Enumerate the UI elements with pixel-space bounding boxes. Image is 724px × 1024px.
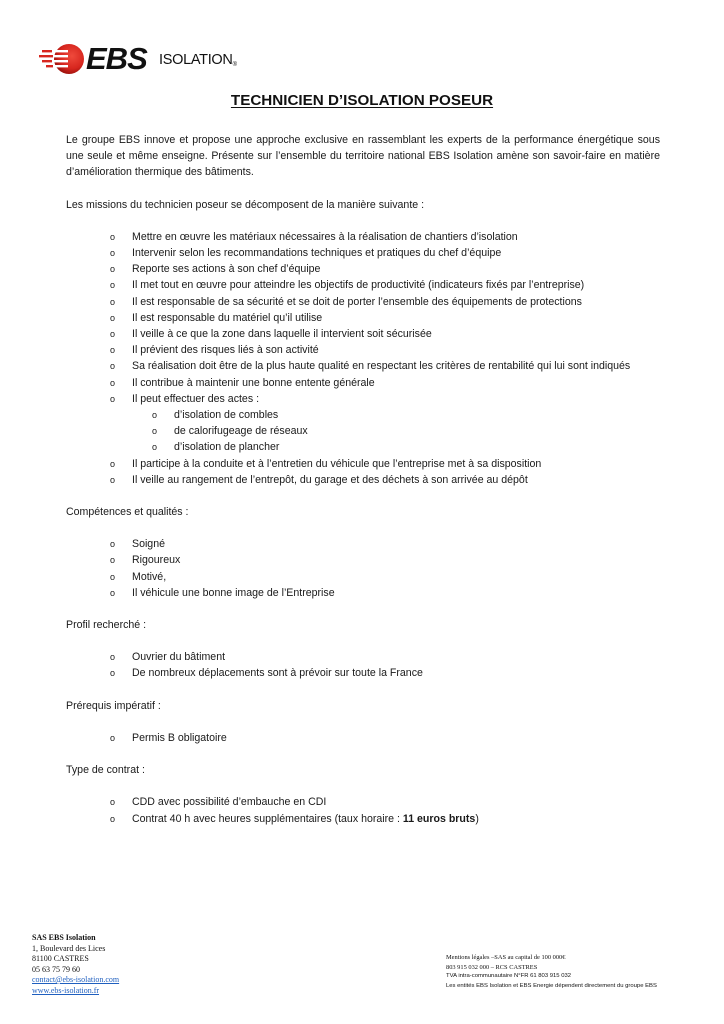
list-item — [66, 310, 660, 326]
list-item — [66, 552, 660, 568]
list-item-text: Il participe à la conduite et à l’entretien du véhicule que l’entreprise met à sa disposition — [132, 457, 542, 470]
bullet-icon: o — [110, 231, 116, 242]
list-item — [66, 536, 660, 552]
bullet-icon: o — [110, 264, 116, 275]
bullet-icon: o — [110, 813, 116, 824]
list-item — [66, 665, 660, 681]
list-item — [66, 229, 660, 245]
bullet-icon: o — [110, 652, 116, 663]
bullet-icon: o — [110, 458, 116, 469]
list-item-text: Il met tout en œuvre pour atteindre les objectifs de productivité (indicateurs fixés par l’entreprise) — [132, 279, 585, 292]
competences-list — [66, 536, 660, 601]
bullet-icon: o — [110, 361, 116, 372]
list-item — [66, 294, 660, 310]
list-item — [66, 794, 660, 810]
list-item-text: Il veille au rangement de l’entrepôt, du garage et des déchets à son arrivée au dépôt — [132, 473, 528, 486]
intro-paragraph: Le groupe EBS innove et propose une approche exclusive en rassemblant les experts de la performance énergétique sous une seule et même enseigne. Présente sur l’ensemble du territoire national EBS Isolation amène son savoir-faire en matière d’amélioration thermique des bâtiments. — [66, 134, 660, 179]
list-item-text: Mettre en œuvre les matériaux nécessaires à la réalisation de chantiers d’isolation — [132, 230, 518, 243]
sub-list-item — [66, 439, 660, 455]
list-item — [66, 472, 660, 488]
bullet-icon: o — [110, 668, 116, 679]
list-item — [66, 649, 660, 665]
bullet-icon: o — [152, 426, 158, 437]
list-item — [66, 391, 660, 407]
list-item — [66, 375, 660, 391]
bullet-icon: o — [110, 248, 116, 259]
footer-phone: 05 63 75 79 60 — [32, 964, 80, 974]
bullet-icon: o — [110, 345, 116, 356]
list-item-text: Il est responsable de sa sécurité et se doit de porter l’ensemble des équipements de protections — [132, 295, 582, 308]
list-item — [66, 585, 660, 601]
prerequis-heading: Prérequis impératif : — [66, 699, 161, 712]
bullet-icon: o — [110, 329, 116, 340]
list-item-text: Contrat 40 h avec heures supplémentaires (taux horaire : — [132, 812, 403, 825]
profil-list — [66, 649, 660, 681]
bullet-icon: o — [110, 587, 116, 598]
list-item-text: d’isolation de combles — [174, 409, 279, 422]
list-item-text: de calorifugeage de réseaux — [174, 425, 308, 438]
list-item-text: Rigoureux — [132, 554, 181, 567]
bullet-icon: o — [110, 377, 116, 388]
bullet-icon: o — [110, 280, 116, 291]
logo-suffix-text: ISOLATION — [159, 52, 233, 68]
footer-legal — [446, 953, 716, 991]
list-item-text: Il prévient des risques liés à son activité — [132, 344, 319, 357]
bullet-icon: o — [110, 296, 116, 307]
footer-legal-3: TVA intra-communautaire N°FR 61 803 915 032 — [446, 973, 572, 980]
list-item — [66, 456, 660, 472]
sub-list-item — [66, 407, 660, 423]
footer-company: SAS EBS Isolation — [32, 933, 96, 942]
list-item-text: Soigné — [132, 538, 165, 551]
list-item-text: Il véhicule une bonne image de l’Entreprise — [132, 586, 335, 599]
list-item-text: Il peut effectuer des actes : — [132, 392, 260, 405]
list-item-text: De nombreux déplacements sont à prévoir sur toute la France — [132, 667, 423, 680]
list-item — [66, 342, 660, 358]
page-title: TECHNICIEN D’ISOLATION POSEUR — [230, 92, 494, 109]
list-item — [66, 730, 660, 746]
missions-list-continued — [66, 456, 660, 488]
bullet-icon: o — [110, 732, 116, 743]
list-item-text: Il veille à ce que la zone dans laquelle il intervient soit sécurisée — [132, 328, 432, 341]
list-item-text: Il contribue à maintenir une bonne entente générale — [132, 376, 375, 389]
logo-suffix — [159, 52, 237, 68]
bullet-icon: o — [110, 555, 116, 566]
document-body — [66, 132, 660, 827]
bullet-icon: o — [110, 797, 116, 808]
list-item-text: Sa réalisation doit être de la plus haute qualité en respectant les critères de rentabilité qui lui sont indiqués — [132, 360, 631, 373]
missions-heading: Les missions du technicien poseur se décomposent de la manière suivante : — [66, 198, 425, 211]
competences-heading: Compétences et qualités : — [66, 506, 189, 519]
list-item-text: Ouvrier du bâtiment — [132, 651, 226, 664]
registered-mark: ® — [232, 62, 237, 68]
list-item — [66, 326, 660, 342]
list-item-text: Motivé, — [132, 570, 167, 583]
list-item — [66, 569, 660, 585]
bullet-icon: o — [110, 539, 116, 550]
bullet-icon: o — [152, 410, 158, 421]
footer-address-1: 1, Boulevard des Lices — [32, 943, 106, 953]
footer-contact — [32, 933, 232, 996]
list-item-text: Il est responsable du matériel qu’il utilise — [132, 311, 323, 324]
footer-legal-2: 803 915 032 000 – RCS CASTRES — [446, 963, 538, 971]
hourly-rate: 11 euros bruts — [402, 812, 476, 825]
list-item — [66, 811, 660, 827]
bullet-icon: o — [110, 312, 116, 323]
footer-website-link[interactable]: www.ebs-isolation.fr — [32, 985, 100, 995]
list-item — [66, 245, 660, 261]
logo-ball-icon — [36, 42, 88, 76]
list-item-text: Reporte ses actions à son chef d’équipe — [132, 263, 321, 276]
profil-heading: Profil recherché : — [66, 619, 147, 632]
list-item — [66, 261, 660, 277]
sub-list-item — [66, 423, 660, 439]
missions-list — [66, 229, 660, 407]
footer-legal-4: Les entités EBS Isolation et EBS Energie dépendent directement du groupe EBS — [446, 982, 657, 989]
list-item-text: CDD avec possibilité d’embauche en CDI — [132, 796, 327, 809]
ebs-isolation-logo — [36, 42, 276, 76]
logo-brand: EBS — [86, 41, 147, 76]
footer-email-link[interactable]: contact@ebs-isolation.com — [32, 975, 120, 984]
list-item-text: d’isolation de plancher — [174, 441, 280, 454]
list-item-text-end: ) — [475, 812, 479, 825]
contrat-heading: Type de contrat : — [66, 764, 145, 777]
list-item-text: Permis B obligatoire — [132, 731, 227, 744]
footer-legal-1: Mentions légales –SAS au capital de 100 000€ — [446, 954, 566, 961]
list-item — [66, 358, 660, 374]
actes-sublist — [66, 407, 660, 456]
bullet-icon: o — [110, 571, 116, 582]
list-item — [66, 277, 660, 293]
bullet-icon: o — [110, 393, 116, 404]
footer-address-2: 81100 CASTRES — [32, 954, 89, 963]
bullet-icon: o — [110, 474, 116, 485]
list-item-text: Intervenir selon les recommandations techniques et pratiques du chef d’équipe — [132, 247, 502, 260]
bullet-icon: o — [152, 442, 158, 453]
contrat-list — [66, 794, 660, 826]
prerequis-list — [66, 730, 660, 746]
